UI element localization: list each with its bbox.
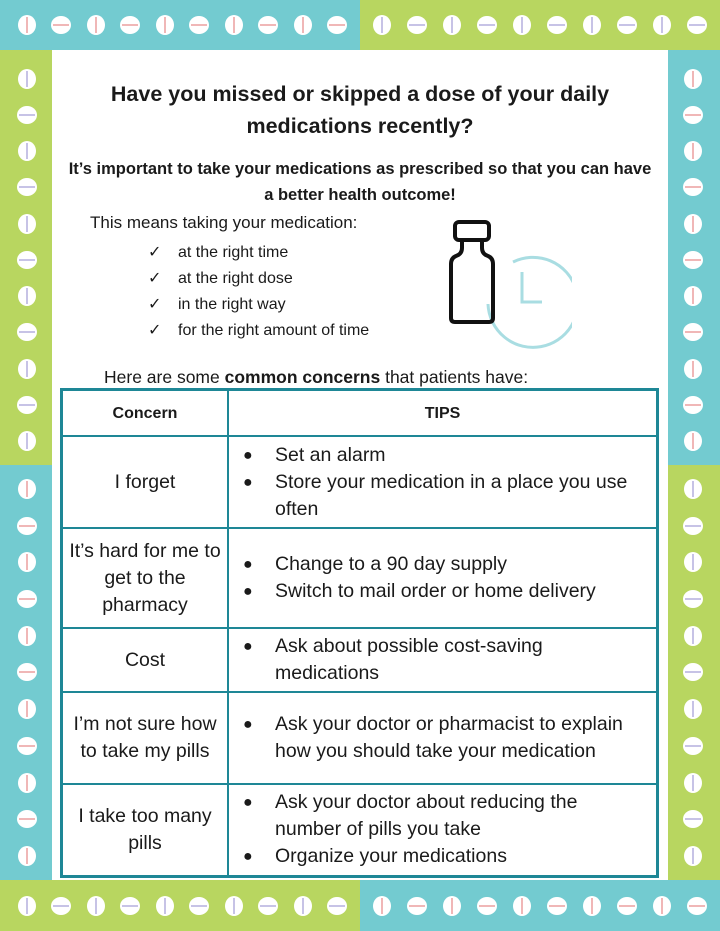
- tips-cell: ● Change to a 90 day supply ● Switch to mail order or home delivery: [228, 528, 658, 628]
- tips-cell: ● Ask about possible cost-saving medications: [228, 628, 658, 692]
- pill-icon: [684, 479, 702, 499]
- pill-icon: [684, 552, 702, 572]
- pill-icon: [327, 897, 347, 915]
- check-icon: ✓: [148, 270, 162, 287]
- bullet-icon: ●: [243, 638, 253, 655]
- pill-icon: [683, 251, 703, 269]
- pill-icon: [189, 16, 209, 34]
- checklist-item: ✓ in the right way: [148, 292, 388, 318]
- pill-icon: [683, 106, 703, 124]
- concern-cell: It’s hard for me to get to the pharmacy: [62, 528, 229, 628]
- pill-icon: [294, 896, 312, 916]
- pill-icon: [683, 590, 703, 608]
- means-intro: This means taking your medication:: [90, 213, 358, 232]
- pill-icon: [687, 897, 707, 915]
- pill-icon: [225, 896, 243, 916]
- pill-icon: [547, 897, 567, 915]
- pill-icon: [583, 15, 601, 35]
- pill-icon: [547, 16, 567, 34]
- table-row: [62, 784, 658, 876]
- concern-cell: I take too many pills: [62, 784, 229, 876]
- pill-icon: [683, 396, 703, 414]
- table-row: [62, 436, 658, 528]
- pill-row-bottom-left: [10, 896, 355, 916]
- pill-icon: [258, 897, 278, 915]
- pill-icon: [443, 896, 461, 916]
- subtitle: It’s important to take your medications as prescribed so that you can have a better health outcome!: [68, 160, 652, 204]
- pill-icon: [683, 663, 703, 681]
- pill-icon: [18, 214, 36, 234]
- concern-cell: Cost: [62, 628, 229, 692]
- pill-icon: [684, 286, 702, 306]
- pill-icon: [443, 15, 461, 35]
- pill-col-left-upper: [17, 60, 37, 460]
- tips-cell: ● Ask your doctor or pharmacist to explain how you should take your medication: [228, 692, 658, 784]
- pill-icon: [684, 359, 702, 379]
- pill-icon: [513, 896, 531, 916]
- bullet-icon: ●: [243, 794, 253, 812]
- table-row: [62, 628, 658, 692]
- checklist: [148, 240, 388, 344]
- pill-icon: [373, 15, 391, 35]
- checklist-item: ✓ at the right time: [148, 240, 388, 266]
- checklist-item: ✓ at the right dose: [148, 266, 388, 292]
- pill-icon: [683, 517, 703, 535]
- pill-icon: [18, 699, 36, 719]
- tips-cell: ● Set an alarm ● Store your medication in a place you use often: [228, 436, 658, 528]
- bullet-icon: ●: [243, 556, 253, 573]
- pill-icon: [683, 810, 703, 828]
- pill-icon: [156, 896, 174, 916]
- pill-icon: [18, 552, 36, 572]
- pill-row-bottom-right: [365, 896, 715, 916]
- pill-icon: [17, 810, 37, 828]
- pill-icon: [18, 359, 36, 379]
- pill-icon: [18, 431, 36, 451]
- pill-icon: [18, 69, 36, 89]
- page-title: Have you missed or skipped a dose of your daily medications recently?: [110, 82, 610, 138]
- pill-icon: [687, 16, 707, 34]
- pill-icon: [156, 15, 174, 35]
- pill-icon: [294, 15, 312, 35]
- concerns-table: [60, 388, 659, 878]
- pill-icon: [17, 590, 37, 608]
- pill-icon: [258, 16, 278, 34]
- pill-icon: [17, 251, 37, 269]
- pill-row-top-left: [10, 15, 355, 35]
- pill-icon: [17, 178, 37, 196]
- pill-icon: [683, 323, 703, 341]
- pill-icon: [617, 897, 637, 915]
- pill-icon: [17, 737, 37, 755]
- bullet-icon: ●: [243, 583, 253, 600]
- pill-icon: [407, 897, 427, 915]
- tips-cell: ● Ask your doctor about reducing the number of pills you take ● Organize your medications: [228, 784, 658, 876]
- pill-icon: [17, 396, 37, 414]
- pill-icon: [51, 16, 71, 34]
- pill-icon: [120, 897, 140, 915]
- pill-icon: [684, 773, 702, 793]
- pill-icon: [189, 897, 209, 915]
- pill-icon: [18, 846, 36, 866]
- pill-icon: [18, 773, 36, 793]
- bullet-icon: ●: [243, 473, 253, 491]
- pill-icon: [18, 479, 36, 499]
- concern-cell: I forget: [62, 436, 229, 528]
- pill-col-right-lower: [683, 470, 703, 875]
- pill-icon: [18, 15, 36, 35]
- pill-icon: [327, 16, 347, 34]
- pill-icon: [684, 69, 702, 89]
- pill-icon: [684, 214, 702, 234]
- table-header-row: [62, 390, 658, 437]
- pill-icon: [87, 896, 105, 916]
- pill-icon: [51, 897, 71, 915]
- column-header-tips: TIPS: [228, 390, 658, 437]
- bullet-icon: ●: [243, 848, 253, 866]
- check-icon: ✓: [148, 296, 162, 313]
- pill-icon: [18, 626, 36, 646]
- pill-icon: [225, 15, 243, 35]
- pill-icon: [653, 15, 671, 35]
- pill-icon: [684, 699, 702, 719]
- table-row: [62, 692, 658, 784]
- pill-icon: [583, 896, 601, 916]
- bullet-icon: ●: [243, 716, 253, 733]
- pill-icon: [684, 141, 702, 161]
- pill-icon: [653, 896, 671, 916]
- table-row: [62, 528, 658, 628]
- pill-row-top-right: [365, 15, 715, 35]
- check-icon: ✓: [148, 322, 162, 339]
- pill-icon: [684, 626, 702, 646]
- pill-icon: [18, 141, 36, 161]
- pill-icon: [477, 16, 497, 34]
- pill-icon: [18, 896, 36, 916]
- column-header-concern: Concern: [62, 390, 229, 437]
- checklist-item: ✓ for the right amount of time: [148, 318, 388, 344]
- pill-icon: [120, 16, 140, 34]
- pill-icon: [17, 323, 37, 341]
- pill-icon: [407, 16, 427, 34]
- pill-icon: [513, 15, 531, 35]
- pill-icon: [17, 517, 37, 535]
- medicine-bottle-clock-icon: [432, 212, 572, 352]
- pill-icon: [683, 737, 703, 755]
- pill-icon: [18, 286, 36, 306]
- concerns-intro: Here are some common concerns that patients have:: [104, 367, 529, 387]
- pill-col-left-lower: [17, 470, 37, 875]
- pill-icon: [684, 846, 702, 866]
- pill-icon: [477, 897, 497, 915]
- pill-icon: [683, 178, 703, 196]
- flyer-content: [52, 50, 668, 880]
- pill-icon: [684, 431, 702, 451]
- pill-icon: [373, 896, 391, 916]
- pill-icon: [87, 15, 105, 35]
- concern-cell: I’m not sure how to take my pills: [62, 692, 229, 784]
- bullet-icon: ●: [243, 446, 253, 464]
- check-icon: ✓: [148, 244, 162, 261]
- pill-icon: [17, 106, 37, 124]
- pill-icon: [17, 663, 37, 681]
- pill-icon: [617, 16, 637, 34]
- pill-col-right-upper: [683, 60, 703, 460]
